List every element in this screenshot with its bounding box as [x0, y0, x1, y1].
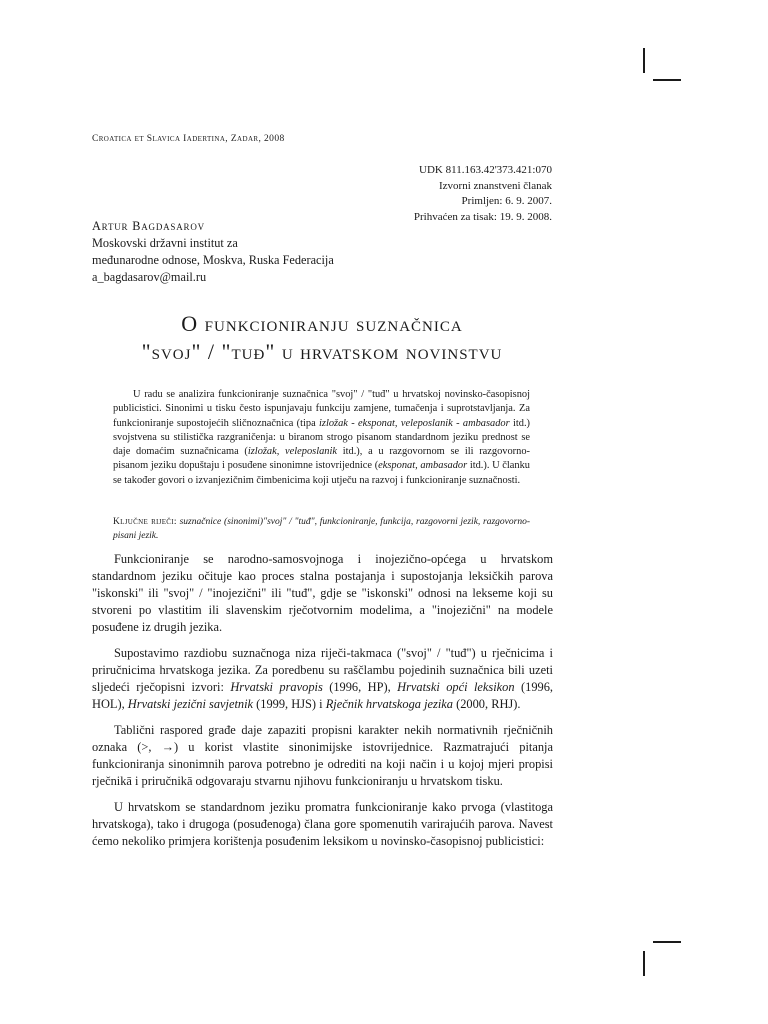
article-title [92, 310, 552, 366]
abstract-example: izložak, veleposlanik [247, 446, 337, 458]
keywords [113, 516, 530, 543]
author-institution: Moskovski državni institut za [92, 236, 238, 250]
crop-mark-top-vertical [643, 48, 645, 73]
body-text: (1996, HOL), [92, 680, 554, 711]
abstract-example: izložak - eksponat, veleposlanik - ambasador [319, 417, 510, 429]
article-body [92, 551, 553, 859]
article-metadata [414, 163, 552, 225]
source-title: Rječnik hrvatskoga jezika [325, 697, 453, 711]
abstract-example: eksponat, ambasador [378, 460, 468, 472]
abstract-text: itd.). U članku se također govori o izvanjezičnim čimbenicima koji utječu na razvoj i funkcioniranje suznačnosti. [113, 460, 530, 486]
keywords-label: Ključne riječi: [113, 517, 177, 527]
crop-mark-top-horizontal [653, 79, 681, 81]
source-title: Hrvatski jezični savjetnik [127, 697, 254, 711]
abstract-paragraph [113, 388, 530, 488]
abstract-text: itd.), a u razgovornom se ili razgovorno-pisanom jeziku dopuštaju i posuđene sinonimne istovrijednice ( [113, 446, 530, 472]
abstract [113, 388, 530, 488]
abstract-text: U radu se analizira funkcioniranje suznačnica "svoj" / "tuđ" u hrvatskoj novinsko-časopisnoj publicistici. Sinonimi u tisku često ispunjavaju funkciju zamjene, tumačenja i suprotstavljanja. Za funkcioniranje supostojećih sličnoznačnica (tipa [113, 389, 530, 429]
body-paragraph-2 [92, 645, 553, 713]
author-name: Artur Bagdasarov [92, 219, 205, 233]
keywords-text: suznačnice (sinonimi)"svoj" / "tuđ", funkcioniranje, funkcija, razgovorni jezik, razgovorno-pisani jezik. [113, 517, 531, 541]
title-line-1: O funkcioniranju suznačnica [181, 311, 463, 336]
received-date: Primljen: 6. 9. 2007. [461, 195, 552, 207]
body-text: (2000, RHJ). [453, 697, 521, 711]
author-block [92, 218, 334, 286]
udk-code: UDK 811.163.42'373.421:070 [419, 164, 552, 176]
accepted-date: Prihvaćen za tisak: 19. 9. 2008. [413, 210, 552, 223]
author-affiliation: međunarodne odnose, Moskva, Ruska Federacija [92, 253, 334, 267]
source-title: Hrvatski opći leksikon [397, 680, 515, 694]
body-paragraph-4: U hrvatskom se standardnom jeziku promatra funkcioniranje kako prvoga (vlastitoga hrvatskoga), tako i drugoga (posuđenoga) člana gore spomenutih varirajućih parova. Navest ćemo nekoliko primjera korištenja posuđenim leksikom u novinsko-časopisnoj publicistici: [92, 800, 553, 848]
paper-type: Izvorni znanstveni članak [438, 179, 552, 192]
title-line-2: "svoj" / "tuđ" u hrvatskom novinstvu [141, 339, 503, 364]
crop-mark-bottom-vertical [643, 951, 645, 976]
body-text: Supostavimo razdiobu suznačnoga niza riječi-takmaca ("svoj" / "tuđ") u rječnicima i priručnicima hrvatskoga jezika. Za poredbenu su raščlambu pojedinih suznačnica bili uzeti sljedeći rječopisni izvori: [92, 646, 553, 694]
body-paragraph-3: Tablični raspored građe daje zapaziti propisni karakter nekih normativnih rječničnih oznaka (>, →) u korist vlastite sinonimijske istovrijednice. Razmatrajući pitanja funkcioniranja sinonimnih parova potrebno je odrediti na koji način i u kojoj mjeri propisi rječnikā i priručnikā odgovaraju stvarnu njihovu funkcioniranju u hrvatskom tisku. [92, 723, 553, 788]
body-text: (1999, HJS) i [253, 697, 326, 711]
author-email: a_bagdasarov@mail.ru [92, 270, 207, 284]
abstract-text: itd.) svojstvena su stilistička razgraničenja: u biranom strogo pisanom standardnom jeziku prednost se daje domaćim suznačnicama ( [113, 417, 531, 458]
body-text: (1996, HP), [322, 680, 398, 694]
source-title: Hrvatski pravopis [230, 680, 323, 694]
journal-header: Croatica et Slavica Iadertina, Zadar, 2008 [92, 134, 285, 144]
crop-mark-bottom-horizontal [653, 941, 681, 943]
body-paragraph-1: Funkcioniranje se narodno-samosvojnoga i inojezično-općega u hrvatskom standardnom jeziku očituje kao proces stalna postajanja i supostojanja leksičkih parova "iskonski" ili "svoj" / "inojezični" ili "tuđ", gdje se "iskonski" odnosi na lekseme koji su stvoreni po vlastitim ili slavenskim rječotvornim modelima, a "inojezični" na modele posuđene iz drugih jezika. [92, 552, 553, 634]
